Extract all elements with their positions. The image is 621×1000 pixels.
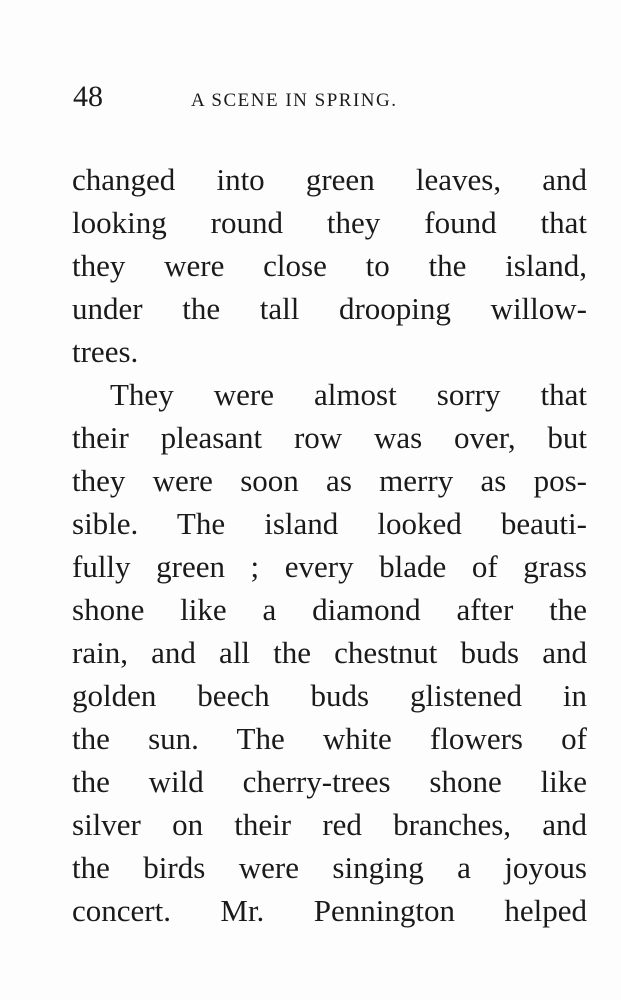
text-line: they were close to the island, — [72, 248, 587, 283]
text-line: fully green ; every blade of grass — [72, 549, 587, 584]
page-number: 48 — [73, 80, 103, 113]
text-line: changed into green leaves, and — [72, 162, 587, 197]
text-line: shone like a diamond after the — [72, 592, 587, 627]
text-line: looking round they found that — [72, 205, 587, 240]
text-line: they were soon as merry as pos- — [72, 463, 587, 498]
text-line: the birds were singing a joyous — [72, 850, 587, 885]
paragraph-2 — [72, 373, 587, 932]
text-line: the wild cherry-trees shone like — [72, 764, 587, 799]
text-line: under the tall drooping willow- — [72, 291, 587, 326]
paragraph-1 — [72, 158, 587, 373]
text-line: trees. — [72, 334, 139, 369]
text-line: rain, and all the chestnut buds and — [72, 635, 587, 670]
body-text — [72, 158, 587, 932]
page-header — [73, 80, 583, 120]
text-line: silver on their red branches, and — [72, 807, 587, 842]
text-line: sible. The island looked beauti- — [72, 506, 587, 541]
text-line: the sun. The white flowers of — [72, 721, 587, 756]
running-title: A SCENE IN SPRING. — [191, 90, 398, 111]
text-line: concert. Mr. Pennington helped — [72, 893, 587, 928]
text-line: They were almost sorry that — [110, 377, 587, 412]
text-line: their pleasant row was over, but — [72, 420, 587, 455]
text-line: golden beech buds glistened in — [72, 678, 587, 713]
